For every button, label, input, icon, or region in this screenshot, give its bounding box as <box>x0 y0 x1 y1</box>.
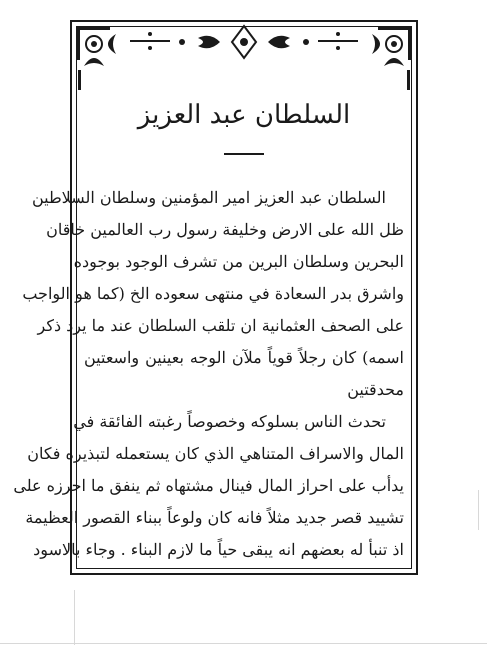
paragraph-2 <box>13 406 404 566</box>
paragraph-1 <box>22 182 404 406</box>
text-line: ظل الله على الارض وخليفة رسول رب العالمين خاقان <box>46 220 404 239</box>
ornamental-header-border <box>70 20 418 100</box>
page-title: السلطان عبد العزيز <box>137 100 351 130</box>
scan-edge-line-left <box>74 590 75 645</box>
text-line: تحدث الناس بسلوكه وخصوصاً رغبته الفائقة في <box>73 412 386 431</box>
text-line: اذ تنبأ له بعضهم انه يبقى حياً ما لازم البناء . وجاء بالاسود <box>33 540 404 559</box>
scan-edge-line-right <box>478 490 479 530</box>
corner-ornament-right <box>372 26 412 90</box>
text-line: على الصحف العثمانية ان تلقب السلطان عند ما يرد ذكر <box>37 316 404 335</box>
text-line: تشييد قصر جديد مثلاً فانه كان ولوعاً ببناء القصور العظيمة <box>25 508 404 527</box>
text-line: المال والاسراف المتناهي الذي كان يستعمله لتبذيره فكان <box>27 444 404 463</box>
text-line: السلطان عبد العزيز امير المؤمنين وسلطان السلاطين <box>31 188 386 207</box>
text-line: اسمه) كان رجلاً قوياً ملآن الوجه بعينين واسعتين <box>84 348 404 367</box>
corner-ornament-left <box>76 26 116 90</box>
text-line: واشرق بدر السعادة في منتهى سعوده الخ (كما هو الواجب <box>22 284 404 303</box>
text-line: البحرين وسلطان البرين من تشرف الوجود بوجوده <box>73 252 404 271</box>
title-divider <box>224 153 264 155</box>
text-line: يدأب على احراز المال فينال مشتهاه ثم ينفق ما احرزه على <box>13 476 404 495</box>
text-line: محدقتين <box>347 380 404 399</box>
central-ornament <box>179 26 309 58</box>
